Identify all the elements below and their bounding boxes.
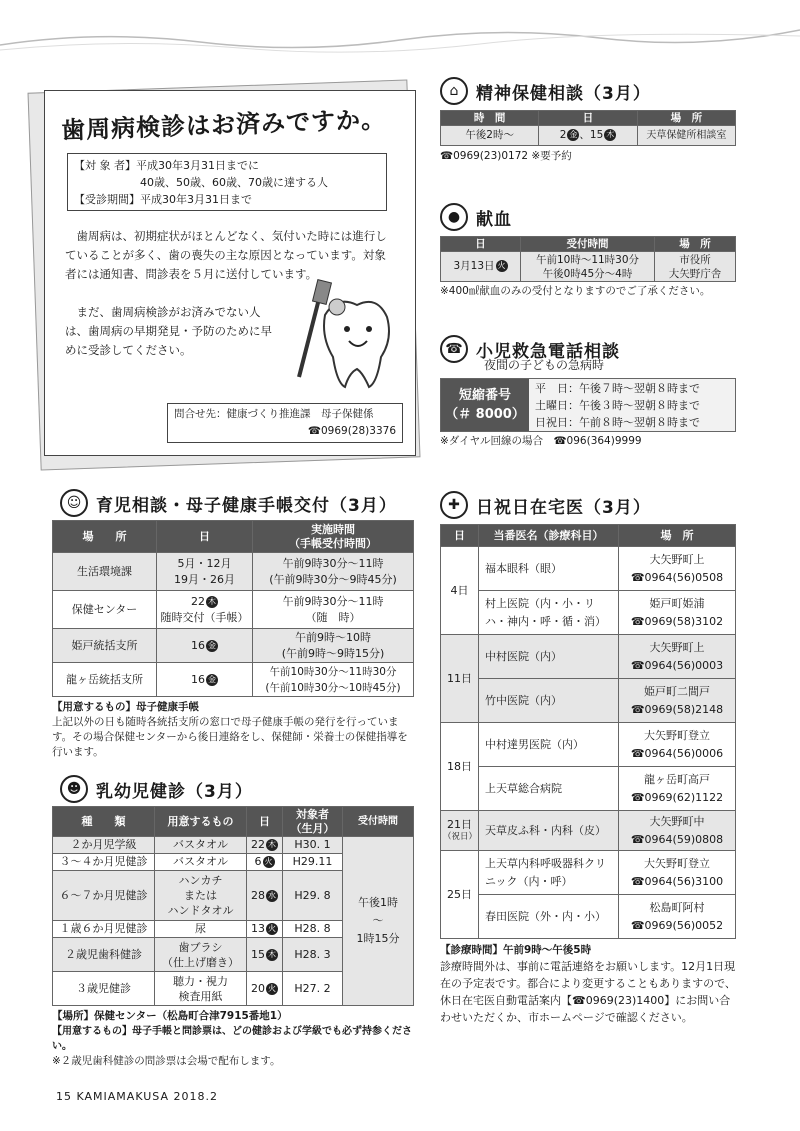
mental-health-title: 精神保健相談（3月）	[476, 83, 651, 104]
hd-place: 大矢野町上 ☎0964(56)0508	[619, 547, 736, 591]
infant-icon: ☻	[60, 775, 88, 803]
holiday-doctor-title: 日祝日在宅医（3月）	[476, 497, 651, 518]
hd-note: 診療時間外は、事前に電話連絡をお願いします。12月1日現在の予定表です。都合により変更することもありますので、休日在宅医自動電話案内【☎0969(23)1400】にお問い合わせいただくか、市ホームページで確認ください。	[440, 960, 736, 1024]
ic-item: 歯ブラシ （仕上げ磨き）	[155, 938, 247, 972]
ic-kind: ３〜４か月児健診	[53, 854, 155, 871]
hd-doctor: 春田医院（外・内・小）	[479, 895, 619, 939]
cc-day: 16 金	[157, 629, 253, 663]
mh-header-place: 場 所	[637, 111, 735, 126]
hd-place: 大矢野町登立 ☎0964(56)0006	[619, 723, 736, 767]
cc-place: 姫戸統括支所	[53, 629, 157, 663]
ic-target: H28. 3	[283, 938, 343, 972]
childcare-header	[60, 488, 397, 518]
periodontal-card	[44, 90, 416, 456]
mh-days: 2 金 、15 木	[539, 126, 637, 146]
hd-day: 18日	[441, 723, 479, 811]
bd-header-place: 場 所	[655, 237, 736, 252]
blood-donation-table	[440, 236, 736, 299]
ic-reception: 午後1時 〜 1時15分	[343, 837, 414, 1006]
hd-place: 龍ヶ岳町高戸 ☎0969(62)1122	[619, 767, 736, 811]
telephone-icon: ☎	[440, 335, 468, 363]
cc-day: 16 金	[157, 663, 253, 697]
ic-kind: ２歳児歯科健診	[53, 938, 155, 972]
infant-checkup-title: 乳幼児健診（3月）	[96, 781, 253, 802]
mh-header-day: 日	[539, 111, 637, 126]
period-value: 平成30年3月31日まで	[140, 193, 252, 206]
child-emergency-title: 小児救急電話相談	[476, 341, 620, 362]
hours-list: 平 日：午後７時〜翌朝８時まで 土曜日：午後３時〜翌朝８時まで 日祝日：午前８時〜翌朝８時まで	[529, 379, 735, 431]
target-line1: 平成30年3月31日までに	[136, 159, 259, 172]
blood-drop-icon: ●	[440, 203, 468, 231]
childcare-title: 育児相談・母子健康手帳交付（3月）	[96, 495, 397, 516]
mental-health-header	[440, 76, 651, 106]
infant-checkup-table	[52, 806, 414, 1069]
hd-doctor: 上天草総合病院	[479, 767, 619, 811]
child-emergency-note: ※ダイヤル回線の場合 ☎096(364)9999	[440, 435, 642, 447]
ic-target: H28. 8	[283, 921, 343, 938]
hd-header-place: 場 所	[619, 525, 736, 547]
ic-day: 20 火	[247, 972, 283, 1006]
ic-kind: １歳６か月児健診	[53, 921, 155, 938]
contact-label: 問合せ先：健康づくり推進課 母子保健係	[174, 408, 374, 420]
page-footer: 15 KAMIAMAKUSA 2018.2	[56, 1090, 218, 1103]
cc-note: 上記以外の日も随時各統括支所の窓口で母子健康手帳の発行を行っています。その場合保健センターから後日連絡をし、保健師・栄養士の保健指導を行います。	[52, 716, 408, 758]
cc-time: 午前9時30分〜11時 (午前9時30分〜9時45分)	[253, 553, 414, 591]
hd-doctor: 中村達男医院（内）	[479, 723, 619, 767]
cc-place: 生活環境課	[53, 553, 157, 591]
bd-place: 市役所 大矢野庁舎	[655, 252, 736, 282]
cc-day: 5月・12月 19月・26月	[157, 553, 253, 591]
hd-day: 4日	[441, 547, 479, 635]
mh-place: 天草保健所相談室	[637, 126, 735, 146]
cc-header-day: 日	[157, 521, 253, 553]
cc-place: 保健センター	[53, 591, 157, 629]
bd-header-time: 受付時間	[521, 237, 655, 252]
ic-kind: ６〜７か月児健診	[53, 871, 155, 921]
ic-day: 6 火	[247, 854, 283, 871]
hd-day: 11日	[441, 635, 479, 723]
bd-note: ※400㎖献血のみの受付となりますのでご了承ください。	[440, 285, 711, 297]
mh-note: ☎0969(23)0172 ※要予約	[440, 150, 572, 162]
hd-place: 姫戸町姫浦 ☎0969(58)3102	[619, 591, 736, 635]
ic-target: H27. 2	[283, 972, 343, 1006]
ic-item: バスタオル	[155, 837, 247, 854]
periodontal-title: 歯周病検診はお済みですか。	[60, 105, 387, 145]
ic-target: H30. 1	[283, 837, 343, 854]
ic-header-day: 日	[247, 807, 283, 837]
period-label: 【受診期間】	[74, 193, 140, 206]
hd-place: 大矢野町上 ☎0964(56)0003	[619, 635, 736, 679]
hd-place: 松島町阿村 ☎0969(56)0052	[619, 895, 736, 939]
ic-target: H29.11	[283, 854, 343, 871]
ic-header-target: 対象者 （生月）	[283, 807, 343, 837]
mental-health-table	[440, 110, 736, 164]
ic-kind: ３歳児健診	[53, 972, 155, 1006]
hd-place: 姫戸町二間戸 ☎0969(58)2148	[619, 679, 736, 723]
cc-header-place: 場 所	[53, 521, 157, 553]
hd-doctor: 福本眼科（眼）	[479, 547, 619, 591]
hd-doctor: 村上医院（内・小・リハ・神内・呼・循・消）	[479, 591, 619, 635]
hd-hours: 【診療時間】午前9時〜午後5時	[440, 944, 592, 956]
bd-date: 3月13日 火	[441, 252, 521, 282]
hd-doctor: 中村医院（内）	[479, 635, 619, 679]
mh-header-time: 時 間	[441, 111, 539, 126]
contact-tel: ☎0969(28)3376	[307, 425, 396, 437]
hd-doctor: 上天草内科呼吸器科クリニック（内・呼）	[479, 851, 619, 895]
ic-bring: 【用意するもの】母子手帳と問診票は、どの健診および学級でも必ず持参ください。	[52, 1026, 412, 1052]
cc-day: 22 木 随時交付（手帳）	[157, 591, 253, 629]
tooth-mascot-illustration	[277, 277, 397, 397]
top-wave-decoration	[0, 0, 800, 60]
ic-note: ※２歳児歯科健診の問診票は会場で配布します。	[52, 1055, 281, 1067]
hd-doctor: 竹中医院（内）	[479, 679, 619, 723]
cc-bring: 【用意するもの】母子健康手帳	[52, 701, 199, 713]
ic-item: 尿	[155, 921, 247, 938]
ic-day: 28 水	[247, 871, 283, 921]
periodontal-contact-box	[167, 403, 403, 443]
hd-doctor: 天草皮ふ科・内科（皮）	[479, 811, 619, 851]
blood-donation-title: 献血	[476, 209, 512, 230]
target-line2: 40歳、50歳、60歳、70歳に達する人	[140, 176, 328, 189]
ic-item: ハンカチ または ハンドタオル	[155, 871, 247, 921]
ic-day: 22 木	[247, 837, 283, 854]
blood-donation-header	[440, 202, 512, 232]
doctor-icon: ✚	[440, 491, 468, 519]
hd-place: 大矢野町登立 ☎0964(56)3100	[619, 851, 736, 895]
holiday-doctor-table	[440, 524, 736, 1026]
childcare-table	[52, 520, 414, 760]
hd-day: 21日 （祝日）	[441, 811, 479, 851]
periodontal-body1: 歯周病は、初期症状がほとんどなく、気付いた時には進行していることが多く、歯の喪失の主な原因となっています。対象者には通知書、問診表を５月に送付しています。	[65, 229, 387, 281]
ic-kind: ２か月児学級	[53, 837, 155, 854]
cc-time: 午前9時〜10時 (午前9時〜9時15分)	[253, 629, 414, 663]
child-emergency-subtitle: 夜間の子どもの急病時	[484, 358, 605, 372]
house-icon: ⌂	[440, 77, 468, 105]
short-number-block	[441, 379, 529, 431]
ic-item: 聴力・視力 検査用紙	[155, 972, 247, 1006]
periodontal-info-box	[67, 153, 387, 211]
child-emergency-box	[440, 378, 736, 432]
short-number-value: （＃ 8000）	[445, 407, 525, 422]
baby-icon: ☺	[60, 489, 88, 517]
short-number-label: 短縮番号	[458, 388, 511, 403]
periodontal-body2: まだ、歯周病検診がお済みでない人は、歯周病の早期発見・予防のために早めに受診してください。	[65, 305, 272, 357]
hd-day: 25日	[441, 851, 479, 939]
target-label: 【対 象 者】	[74, 159, 136, 172]
cc-header-time: 実施時間 （手帳受付時間）	[253, 521, 414, 553]
bd-header-day: 日	[441, 237, 521, 252]
ic-header-reception: 受付時間	[343, 807, 414, 837]
ic-day: 13 火	[247, 921, 283, 938]
ic-header-item: 用意するもの	[155, 807, 247, 837]
holiday-doctor-header	[440, 490, 651, 520]
ic-place: 【場所】保健センター（松島町合津7915番地1）	[52, 1010, 288, 1022]
ic-header-kind: 種 類	[53, 807, 155, 837]
ic-day: 15 木	[247, 938, 283, 972]
cc-place: 龍ヶ岳統括支所	[53, 663, 157, 697]
mh-time: 午後2時〜	[441, 126, 539, 146]
hd-header-doctor: 当番医名（診療科目）	[479, 525, 619, 547]
cc-time: 午前9時30分〜11時 （随 時）	[253, 591, 414, 629]
hd-header-day: 日	[441, 525, 479, 547]
ic-target: H29. 8	[283, 871, 343, 921]
ic-item: バスタオル	[155, 854, 247, 871]
bd-times: 午前10時〜11時30分 午後0時45分〜4時	[521, 252, 655, 282]
hd-place: 大矢野町中 ☎0964(59)0808	[619, 811, 736, 851]
infant-checkup-header	[60, 774, 253, 804]
cc-time: 午前10時30分〜11時30分 (午前10時30分〜10時45分)	[253, 663, 414, 697]
